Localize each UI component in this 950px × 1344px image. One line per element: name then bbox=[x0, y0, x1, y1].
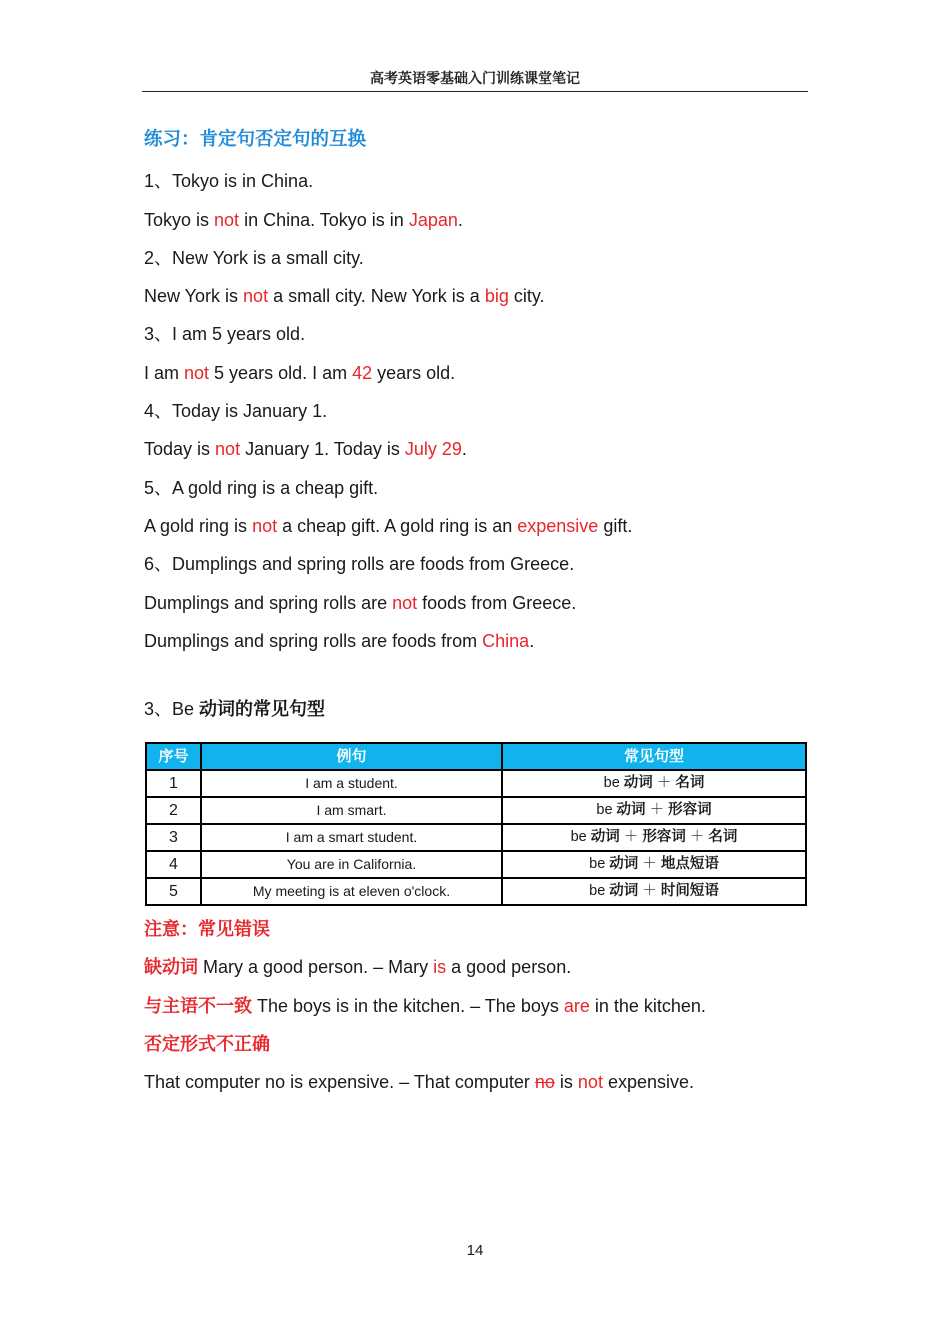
sentence-text: 5 years old. I am bbox=[209, 362, 353, 383]
exercise-answer bbox=[144, 354, 808, 392]
error-mid: is bbox=[554, 1072, 578, 1093]
table-row bbox=[146, 851, 806, 878]
error-label: 缺动词 bbox=[144, 957, 198, 978]
exercise-answer bbox=[144, 277, 808, 315]
be-verb-pattern-table bbox=[145, 742, 807, 906]
highlighted-word: not bbox=[243, 286, 269, 307]
error-label: 与主语不一致 bbox=[144, 995, 252, 1016]
sentence-pattern: be 动词 ＋ 名词 bbox=[502, 770, 806, 797]
sentence-text: . bbox=[529, 630, 535, 651]
table-row bbox=[146, 797, 806, 824]
example-sentence: I am a smart student. bbox=[201, 824, 502, 851]
error-text: Mary a good person. – Mary bbox=[198, 957, 434, 978]
error-rest: in the kitchen. bbox=[589, 995, 706, 1016]
section-3-title: 动词的常见句型 bbox=[199, 699, 326, 720]
sentence-text: Today is bbox=[144, 439, 216, 460]
highlighted-word: expensive bbox=[517, 515, 599, 536]
table-body bbox=[146, 770, 806, 905]
sentence-text: Dumplings and spring rolls are bbox=[144, 592, 393, 613]
sentence-text: a cheap gift. A gold ring is an bbox=[277, 515, 518, 536]
example-sentence: I am smart. bbox=[201, 797, 502, 824]
exercise-answer bbox=[144, 430, 808, 468]
example-sentence: My meeting is at eleven o'clock. bbox=[201, 878, 502, 905]
struck-word: no bbox=[534, 1072, 555, 1093]
exercise-question: 4、Today is January 1. bbox=[144, 401, 328, 422]
error-rest: expensive. bbox=[602, 1072, 695, 1093]
highlighted-word: not bbox=[214, 209, 240, 230]
table-row bbox=[146, 878, 806, 905]
exercise-question: 5、A gold ring is a cheap gift. bbox=[144, 477, 379, 498]
highlighted-word: not bbox=[215, 439, 241, 460]
sentence-text: Tokyo is bbox=[144, 209, 215, 230]
common-errors bbox=[144, 910, 808, 1101]
error-missing-verb bbox=[144, 948, 808, 986]
header-rule bbox=[142, 91, 808, 92]
notes-heading: 注意：常见错误 bbox=[144, 919, 270, 940]
row-number: 2 bbox=[146, 797, 201, 824]
sentence-pattern: be 动词 ＋ 时间短语 bbox=[502, 878, 806, 905]
page-content bbox=[144, 124, 808, 1102]
exercise-list bbox=[144, 162, 808, 660]
sentence-text: foods from Greece. bbox=[417, 592, 577, 613]
sentence-text: years old. bbox=[372, 362, 456, 383]
row-number: 1 bbox=[146, 770, 201, 797]
header-cell-example: 例句 bbox=[201, 743, 502, 770]
sentence-text: January 1. Today is bbox=[240, 439, 405, 460]
error-negation-label: 否定形式不正确 bbox=[144, 1034, 270, 1055]
example-sentence: I am a student. bbox=[201, 770, 502, 797]
correction: are bbox=[563, 995, 590, 1016]
section-3-prefix: 3、Be bbox=[144, 699, 200, 720]
highlighted-word: Japan bbox=[408, 209, 458, 230]
highlighted-word: July 29 bbox=[404, 439, 462, 460]
exercise-answer bbox=[144, 507, 808, 545]
exercise-question: 6、Dumplings and spring rolls are foods from Greece. bbox=[144, 554, 575, 575]
sentence-text: gift. bbox=[598, 515, 633, 536]
highlighted-word: China bbox=[482, 630, 530, 651]
error-negation-example bbox=[144, 1063, 808, 1101]
exercise-answer bbox=[144, 584, 808, 622]
sentence-text: Dumplings and spring rolls are foods from bbox=[144, 630, 483, 651]
sentence-pattern: be 动词 ＋ 地点短语 bbox=[502, 851, 806, 878]
sentence-text: . bbox=[461, 439, 467, 460]
table-row bbox=[146, 770, 806, 797]
exercise-question: 1、Tokyo is in China. bbox=[144, 171, 314, 192]
exercise-answer bbox=[144, 622, 808, 660]
sentence-text: A gold ring is bbox=[144, 515, 253, 536]
highlighted-word: not bbox=[184, 362, 210, 383]
error-subject-agreement bbox=[144, 987, 808, 1025]
error-text: That computer no is expensive. – That computer bbox=[144, 1072, 535, 1093]
page-number: 14 bbox=[466, 1242, 484, 1259]
table-row bbox=[146, 824, 806, 851]
highlighted-word: not bbox=[392, 592, 418, 613]
sentence-text: in China. Tokyo is in bbox=[239, 209, 409, 230]
highlighted-word: 42 bbox=[352, 362, 373, 383]
sentence-text: city. bbox=[508, 286, 545, 307]
sentence-text: I am bbox=[144, 362, 185, 383]
exercise-heading: 练习：肯定句否定句的互换 bbox=[144, 128, 367, 149]
error-rest: a good person. bbox=[446, 957, 572, 978]
row-number: 5 bbox=[146, 878, 201, 905]
section-3-heading bbox=[144, 694, 808, 724]
row-number: 3 bbox=[146, 824, 201, 851]
sentence-pattern: be 动词 ＋ 形容词 bbox=[502, 797, 806, 824]
document-header-title: 高考英语零基础入门训练课堂笔记 bbox=[370, 70, 580, 86]
example-sentence: You are in California. bbox=[201, 851, 502, 878]
error-text: The boys is in the kitchen. – The boys bbox=[252, 995, 564, 1016]
correction: is bbox=[433, 957, 447, 978]
table-header-row bbox=[146, 743, 806, 770]
exercise-question: 2、New York is a small city. bbox=[144, 247, 364, 268]
exercise-answer bbox=[144, 201, 808, 239]
highlighted-word: not bbox=[252, 515, 278, 536]
header-cell-pattern: 常见句型 bbox=[502, 743, 806, 770]
sentence-text: a small city. New York is a bbox=[268, 286, 485, 307]
sentence-text: . bbox=[457, 209, 463, 230]
sentence-text: New York is bbox=[144, 286, 244, 307]
row-number: 4 bbox=[146, 851, 201, 878]
correction: not bbox=[577, 1072, 603, 1093]
sentence-pattern: be 动词 ＋ 形容词 ＋ 名词 bbox=[502, 824, 806, 851]
header-cell-number: 序号 bbox=[146, 743, 201, 770]
highlighted-word: big bbox=[484, 286, 509, 307]
exercise-question: 3、I am 5 years old. bbox=[144, 324, 306, 345]
